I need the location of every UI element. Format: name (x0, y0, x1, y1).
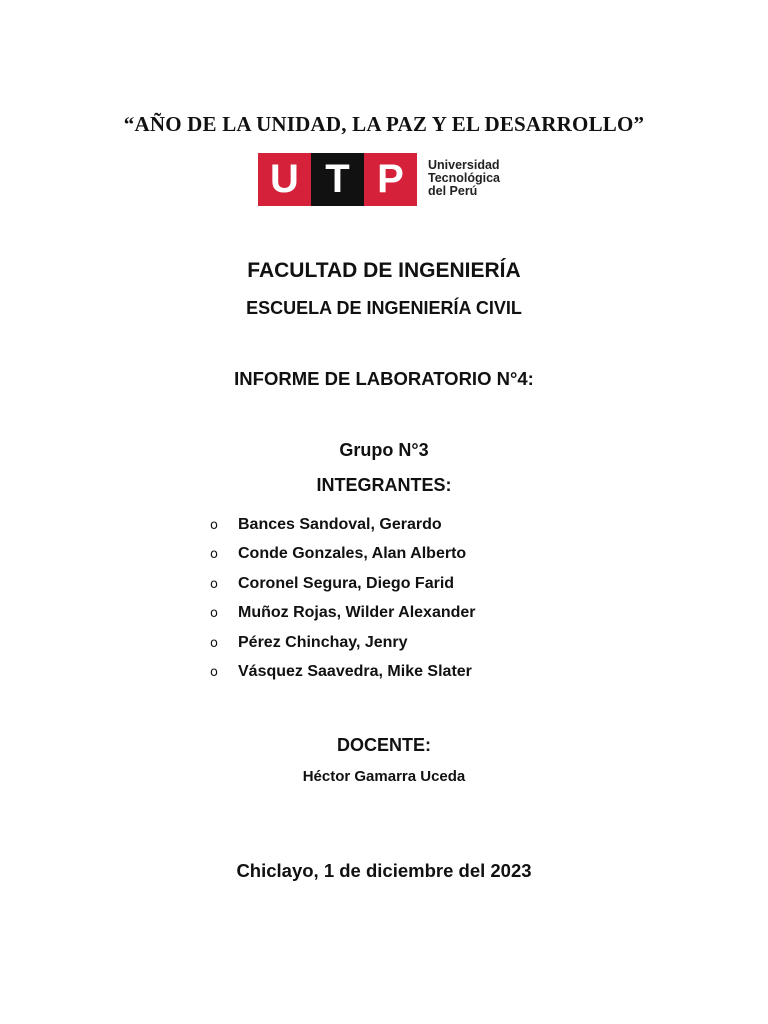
national-motto: “AÑO DE LA UNIDAD, LA PAZ Y EL DESARROLLO” (123, 112, 645, 136)
member-name: Vásquez Saavedra, Mike Slater (238, 662, 472, 680)
member-name: Bances Sandoval, Gerardo (238, 516, 442, 533)
bullet-icon: o (210, 664, 218, 680)
logo-text-line-2: Tecnológica (428, 171, 501, 185)
list-item (210, 634, 476, 663)
member-name: Muñoz Rojas, Wilder Alexander (238, 604, 476, 622)
report-title: INFORME DE LABORATORIO N°4: (234, 368, 534, 389)
list-item (210, 604, 476, 633)
bullet-icon: o (210, 606, 218, 622)
logo-letter-p: P (364, 153, 417, 206)
logo-wordmark (428, 159, 500, 212)
utp-logo (246, 152, 526, 212)
bullet-icon: o (210, 518, 218, 533)
list-item (210, 545, 476, 574)
member-name: Conde Gonzales, Alan Alberto (238, 545, 467, 563)
logo-text-line-3: del Perú (428, 184, 478, 198)
docente-name: Héctor Gamarra Uceda (302, 768, 466, 785)
logo-letter-u: U (258, 153, 311, 206)
bullet-icon: o (210, 576, 218, 592)
docente-heading: DOCENTE: (337, 735, 431, 755)
group-number: Grupo N°3 (339, 440, 429, 460)
member-name: Coronel Segura, Diego Farid (238, 574, 455, 592)
list-item (210, 663, 476, 692)
school-title: ESCUELA DE INGENIERÍA CIVIL (246, 298, 522, 318)
list-item (210, 516, 476, 545)
members-list (210, 516, 476, 692)
members-heading: INTEGRANTES: (316, 475, 452, 495)
place-and-date: Chiclayo, 1 de diciembre del 2023 (236, 860, 532, 881)
logo-text-line-1: Universidad (428, 158, 500, 172)
faculty-title: FACULTAD DE INGENIERÍA (247, 259, 521, 282)
member-name: Pérez Chinchay, Jenry (238, 633, 408, 651)
bullet-icon: o (210, 635, 218, 651)
list-item (210, 575, 476, 604)
bullet-icon: o (210, 547, 218, 563)
logo-letter-t: T (311, 153, 364, 206)
